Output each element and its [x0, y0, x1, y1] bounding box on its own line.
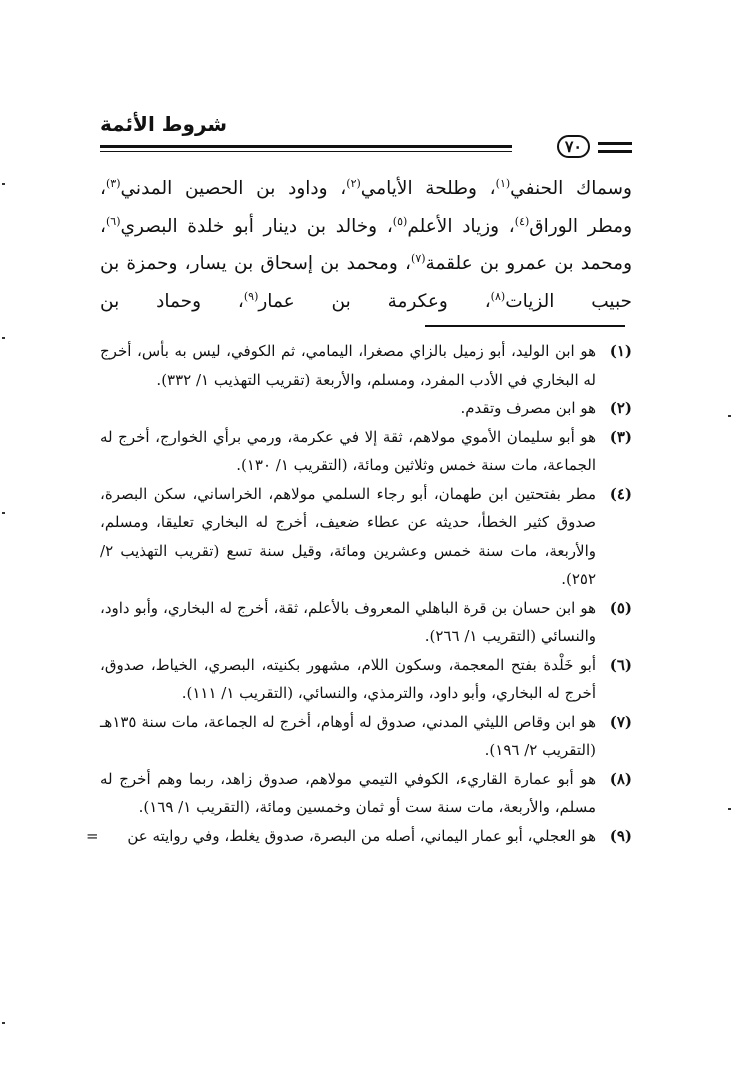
- scan-mark: [2, 183, 5, 185]
- footnote-marker: (٧): [609, 712, 632, 731]
- footnote-text: هو ابن مصرف وتقدم.: [460, 399, 596, 417]
- footnote-ref: (٤): [514, 214, 530, 228]
- footnote-ref: (٥): [392, 214, 408, 228]
- text-run: ، وداود بن الحصين المدني: [120, 178, 347, 199]
- text-run: ، وعكرمة بن عمار: [258, 290, 491, 312]
- text-run: وسماك الحنفي: [510, 178, 632, 199]
- continuation-mark: =: [86, 826, 99, 845]
- scan-mark: [2, 337, 5, 339]
- footnote-marker: (٤): [609, 484, 632, 503]
- scan-mark: [728, 415, 731, 417]
- footnote-text: هو ابن حسان بن قرة الباهلي المعروف بالأعلم، ثقة، أخرج له البخاري، وأبو داود، والنسائي (التقريب ١/ ٢٦٦).: [100, 598, 596, 645]
- scan-mark: [2, 512, 5, 514]
- footnote: [100, 394, 632, 423]
- text-run: ، وزياد الأعلم: [407, 215, 515, 237]
- text-run: ، وطلحة الأيامي: [360, 178, 496, 199]
- scan-mark: [2, 1022, 5, 1024]
- footnote-marker: (٥): [609, 598, 632, 617]
- page-number-dash: [598, 150, 632, 153]
- text-run: ، وحماد بن: [100, 290, 244, 312]
- scan-mark: [728, 808, 731, 810]
- footnote: [100, 708, 632, 765]
- footnote-marker: (٢): [609, 399, 632, 417]
- header-rule-thick: [100, 145, 512, 148]
- footnote-separator: [425, 325, 625, 327]
- footnote: [100, 651, 632, 708]
- footnote: [86, 822, 632, 851]
- text-run: ، ومحمد بن إسحاق بن يسار، وحمزة بن حبيب الزيات: [100, 253, 632, 312]
- footnotes: [86, 337, 632, 850]
- footnote-marker: (٦): [609, 655, 632, 674]
- page-number: ٧٠: [557, 135, 590, 158]
- footnote-ref: (٢): [346, 176, 361, 190]
- header-rule-thin: [100, 151, 512, 152]
- footnote: [100, 423, 632, 480]
- footnote: [100, 337, 632, 394]
- footnote-ref: (١): [495, 176, 511, 190]
- footnote-text: مطر بفتحتين ابن طهمان، أبو رجاء السلمي مولاهم، الخراساني، سكن البصرة، صدوق كثير الخطأ، حديثه عن عطاء ضعيف، أخرج له البخاري تعليقا، ومسلم، والأربعة، مات سنة خمس وعشرين ومائة، وقيل سنة تسع (تقريب التهذيب ٢/ ٢٥٢).: [100, 484, 596, 588]
- footnote-ref: (٦): [105, 214, 121, 228]
- footnote-text: هو ابن وقاص الليثي المدني، صدوق له أوهام، أخرج له الجماعة، مات سنة ١٣٥هـ (التقريب ٢/ ١٩٦).: [100, 712, 596, 759]
- footnote: [100, 594, 632, 651]
- page-header: [100, 110, 632, 160]
- footnote-marker: (٣): [609, 427, 632, 446]
- footnote-marker: (٩): [609, 826, 632, 845]
- main-paragraph: [100, 170, 632, 320]
- footnote-ref: (٩): [243, 289, 259, 303]
- text-run: ، ومحمد بن عمرو بن علقمة: [100, 215, 633, 274]
- footnote-text: هو ابن الوليد، أبو زميل بالزاي مصغرا، اليمامي، ثم الكوفي، ليس به بأس، أخرج له البخاري في الأدب المفرد، ومسلم، والأربعة (تقريب التهذيب ١/ ٣٣٢).: [100, 342, 596, 389]
- footnote-ref: (٧): [411, 251, 426, 265]
- footnote-text: أبو خَلْدة بفتح المعجمة، وسكون اللام، مشهور بكنيته، البصري، الخياط، صدوق، أخرج له البخاري، وأبو داود، والترمذي، والنسائي، (التقريب ١/ ١١١).: [100, 655, 596, 702]
- footnote-marker: (١): [609, 342, 632, 360]
- footnote: [100, 480, 632, 594]
- text-run: ، وخالد بن دينار أبو خلدة البصري: [120, 215, 393, 237]
- footnote-text: هو العجلي، أبو عمار اليماني، أصله من البصرة، صدوق يغلط، وفي روايته عن: [127, 826, 596, 845]
- footnote-ref: (٨): [490, 289, 506, 303]
- running-title: شروط الأئمة: [100, 112, 228, 136]
- footnote-ref: (٣): [105, 176, 121, 190]
- footnote-text: هو أبو سليمان الأموي مولاهم، ثقة إلا في عكرمة، ورمي برأي الخوارج، أخرج له الجماعة، مات سنة خمس وثلاثين ومائة، (التقريب ١/ ١٣٠).: [100, 427, 596, 474]
- text-run: ، ومطر الوراق: [100, 178, 633, 237]
- page-number-dash: [598, 142, 632, 145]
- main-text: [100, 170, 632, 320]
- footnote-text: هو أبو عمارة القاريء، الكوفي التيمي مولاهم، صدوق زاهد، ربما وهم أخرج له مسلم، والأربعة، مات سنة ست أو ثمان وخمسين ومائة، (التقريب ١/ ١٦٩).: [100, 769, 596, 816]
- footnote-marker: (٨): [609, 769, 632, 788]
- footnote: [100, 765, 632, 822]
